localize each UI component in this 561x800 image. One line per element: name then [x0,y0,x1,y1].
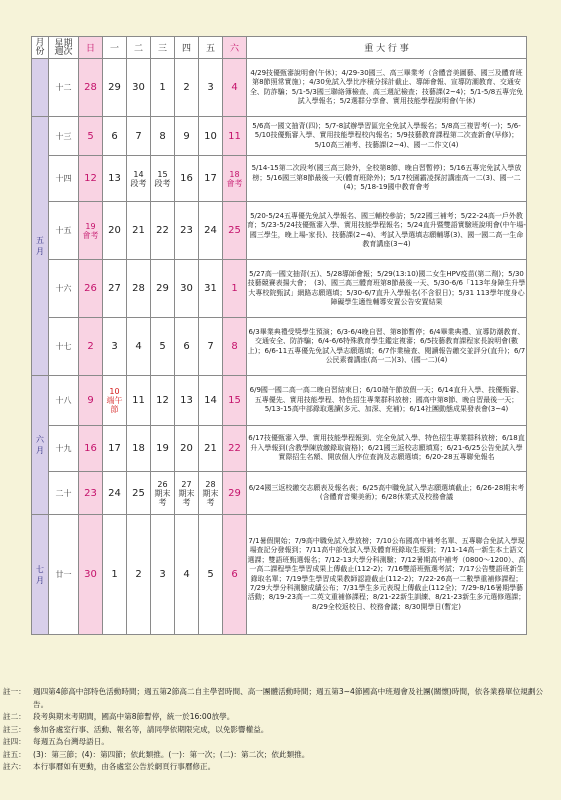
footnote [3,724,555,737]
week-events: 7/1暑假開始；7/9高中職免試入學放榜；7/10公布國高中補考名單、五專聯合免試入學現場查記分發報到；7/11高中部免試入學及體育班錄取生報到；7/11-14高一新生本土語文選課；雙語班甄選報名；7/12-13大學分科測驗；7/12暑期高中補考（0800～1200）、高一高二課程學生學習成果上傳截止(112-2)；7/16雙語班甄選考試；7/17公告雙語班新生錄取名單；7/19學生學習成果教師認證截止(112-2)；7/22-26高一二數學重補修課程；7/29大學分科測驗成績公布；7/31學生多元表現上傳截止(112全)；7/29-8/16暑期學藝活動；8/19-23高一二英文重補修課程；8/21-22新生訓練、8/21-23新生多元選修選課；8/29全校返校日、校務會議；8/30開學日(暫定) [247,515,527,635]
month-header [32,37,49,59]
day-cell-thu: 23 [175,202,199,260]
week-row [32,426,527,472]
day-cell-sat: 8 [223,318,247,376]
week-row [32,515,527,635]
day-cell-sat: 6 [223,515,247,635]
month-cell: 七 月 [32,515,49,635]
day-cell-wed: 26 期末 考 [151,472,175,515]
day-header-wed: 三 [151,37,175,59]
footnote-text: 每週五為台灣母語日。 [33,737,109,746]
day-cell-fri: 10 [199,117,223,156]
day-cell-tue: 18 [127,426,151,472]
week-number: 十九 [49,426,79,472]
day-cell-mon: 6 [103,117,127,156]
day-header-tue: 二 [127,37,151,59]
footnotes [3,686,555,774]
week-header-label: 星期 週次 [54,38,73,57]
events-header: 重 大 行 事 [247,37,527,59]
day-cell-sat: 22 [223,426,247,472]
week-number: 二十 [49,472,79,515]
week-events: 6/17技優甄審入學、實用技能學程報到、完全免試入學、特色招生專業群科放榜；6/18直升入學報到(含教學陳放繳錄取資格)；6/21國三返校志願填寫；6/21-6/25公告免試入學實際招生名額、開放個人序位查詢及志願選填；6/20-28五專聯免報名 [247,426,527,472]
week-number: 十四 [49,156,79,202]
day-cell-wed: 22 [151,202,175,260]
day-cell-mon: 10 端午 節 [103,376,127,426]
footnote [3,686,555,711]
day-cell-tue: 25 [127,472,151,515]
footnote-label: 註五： [3,749,26,759]
day-cell-fri: 5 [199,515,223,635]
footnote [3,711,555,724]
day-cell-sat: 18 會考 [223,156,247,202]
footnote [3,761,555,774]
week-number: 十七 [49,318,79,376]
day-cell-wed: 5 [151,318,175,376]
footnote-text: 本行事曆如有更動，由各處室公告於網頁行事曆修正。 [33,762,216,771]
day-cell-tue: 4 [127,318,151,376]
day-cell-thu: 20 [175,426,199,472]
week-number: 十二 [49,59,79,117]
day-cell-mon: 20 [103,202,127,260]
month-cell: 五 月 [32,117,49,376]
day-cell-fri: 3 [199,59,223,117]
day-cell-sun: 28 [79,59,103,117]
day-cell-sun: 30 [79,515,103,635]
footnote [3,749,555,762]
footnote [3,736,555,749]
day-cell-tue: 14 段考 [127,156,151,202]
day-cell-sat: 1 [223,260,247,318]
day-cell-fri: 24 [199,202,223,260]
school-calendar-table [31,36,527,635]
day-cell-wed: 12 [151,376,175,426]
day-cell-sun: 9 [79,376,103,426]
footnote-label: 註一： [3,687,26,696]
day-cell-thu: 2 [175,59,199,117]
day-cell-fri: 31 [199,260,223,318]
header-row [32,37,527,59]
day-cell-wed: 8 [151,117,175,156]
day-cell-tue: 7 [127,117,151,156]
day-cell-thu: 6 [175,318,199,376]
day-cell-wed: 1 [151,59,175,117]
day-cell-thu: 30 [175,260,199,318]
day-cell-tue: 21 [127,202,151,260]
day-cell-mon: 13 [103,156,127,202]
day-cell-sat: 25 [223,202,247,260]
day-cell-sat: 29 [223,472,247,515]
day-cell-mon: 1 [103,515,127,635]
day-header-sun: 日 [79,37,103,59]
day-cell-tue: 28 [127,260,151,318]
day-cell-thu: 9 [175,117,199,156]
day-cell-mon: 29 [103,59,127,117]
day-cell-wed: 29 [151,260,175,318]
day-header-fri: 五 [199,37,223,59]
week-events: 6/24國三返校繳交志願表及報名表；6/25高中職免試入學志願選填截止；6/26-28期末考(含體育音樂美術)；6/28休業式及校務會議 [247,472,527,515]
day-cell-thu: 4 [175,515,199,635]
week-events: 6/9國一國二高一高二晚自習結束日；6/10端午節放假一天；6/14直升入學、技優甄審、五專優先、實用技能學程、特色招生專業群科放榜；國高中第8節、晚自習最後一天；5/13-15高中部錄取選讀(多元、加深、充補)；6/14社團動態成果發表會(3~4) [247,376,527,426]
day-cell-mon: 17 [103,426,127,472]
day-header-thu: 四 [175,37,199,59]
day-cell-tue: 2 [127,515,151,635]
footnote-text: 段考與期末考期間，國高中第8節暫停，統一於16:00放學。 [33,712,235,721]
week-row [32,260,527,318]
week-number: 十三 [49,117,79,156]
week-number: 十五 [49,202,79,260]
week-events: 5/20-5/24五專優先免試入學報名、國三輔校參訪；5/22國三補考；5/22-24高一戶外教育；5/23-5/24技優甄審入學、實用技能學程報名；5/24直升暨雙語實驗班說明會(中午場-國三學生，晚上場-家長)、技藝課(2~4)、考試入學選填志願輔導(3)、國一國二高一生命教育講座(3~4) [247,202,527,260]
footnote-label: 註三： [3,724,26,734]
footnote-label: 註六： [3,762,26,771]
week-number: 廿一 [49,515,79,635]
day-cell-sun: 19 會考 [79,202,103,260]
day-cell-thu: 16 [175,156,199,202]
day-cell-fri: 14 [199,376,223,426]
week-events: 5/14-15第二次段考(國三高三除外，全校第8節、晚自習暫停)；5/16五專完免試入學放榜；5/16國三第8節最後一天(體育班除外)；5/17校園霸凌探討講座高一二(3)、國一二(4)；5/18-19國中教育會考 [247,156,527,202]
day-header-sat: 六 [223,37,247,59]
footnote-label: 註四： [3,737,26,746]
day-cell-sat: 15 [223,376,247,426]
week-events: 5/27高一國文抽背(五)、5/28導師會報；5/29(13:10)國二女生HPV疫苗(第二劑)；5/30技藝競賽表揚大會； (3)、國三高三體育班第8節最後一天、5/30-6/6「113年身障生升學大專校院甄試」網路志願選填；5/30-6/7直升入學報名(不含很日)；5/31 113學年度身心障礙學生適性輔導安置公告安置結果 [247,260,527,318]
day-cell-sun: 5 [79,117,103,156]
week-number: 十八 [49,376,79,426]
day-cell-fri: 21 [199,426,223,472]
month-cell [32,59,49,117]
footnote-text: (3)：第三節；(4)：第四節；依此類推。(一)：第一次；(二)：第二次；依此類推。 [33,749,310,759]
week-row [32,117,527,156]
day-cell-sun: 26 [79,260,103,318]
day-cell-thu: 13 [175,376,199,426]
footnote-label: 註二： [3,712,26,721]
month-header-label: 月份 [35,37,45,57]
day-cell-sun: 2 [79,318,103,376]
day-cell-sun: 12 [79,156,103,202]
day-cell-wed: 3 [151,515,175,635]
day-cell-tue: 30 [127,59,151,117]
month-cell: 六 月 [32,376,49,515]
day-cell-fri: 28 期末 考 [199,472,223,515]
day-cell-wed: 15 段考 [151,156,175,202]
week-row [32,472,527,515]
day-cell-sat: 4 [223,59,247,117]
day-header-mon: 一 [103,37,127,59]
week-header [49,37,79,59]
week-row [32,376,527,426]
week-row [32,318,527,376]
week-number: 十六 [49,260,79,318]
footnote-text: 參加各處室行事、活動、報名等，請同學依期限完成，以免影響權益。 [33,724,269,734]
day-cell-sun: 16 [79,426,103,472]
day-cell-wed: 19 [151,426,175,472]
day-cell-mon: 27 [103,260,127,318]
week-row [32,202,527,260]
footnote-text: 週四第4節高中部特色活動時間；週五第2節高二自主學習時間、高一團體活動時間；週五第3~4節國高中班週會及社團(關懷)時間，依各業務單位規劃公告。 [33,687,544,709]
week-events: 6/3畢業典禮受獎學生預演；6/3-6/4晚自習、第8節暫停；6/4畢業典禮、宣導防潮教育、交通安全、防詐騙；6/4-6/6特殊教育學生鑑定複審；6/5技藝教育課程家長說明會(數上)；6/6-11五專優先免試入學志願選填；6/7作業檢查、閱讀報告繳交並評分(直升)；6/7公民素養講座(高一二)(3)、(國一二)(4) [247,318,527,376]
day-cell-fri: 7 [199,318,223,376]
week-events: 4/29技優甄審說明會(午休)；4/29-30國三、高三畢業考（含體音美圖藝、國三及體育班第8節照常實施）；4/30免試入學比序積分採計截止、導師會報、宣導防潮教育、交通安全、防詐騙；5/1-5/3國三聯絡簿檢查、高三週記檢查；技藝課(2~4)；5/1-5/8五專完免試入學報名；5/2選群分享會、實用技能學程說明會(午休) [247,59,527,117]
day-cell-tue: 11 [127,376,151,426]
day-cell-mon: 3 [103,318,127,376]
week-row [32,156,527,202]
day-cell-fri: 17 [199,156,223,202]
day-cell-sat: 11 [223,117,247,156]
day-cell-thu: 27 期末 考 [175,472,199,515]
day-cell-sun: 23 [79,472,103,515]
week-row [32,59,527,117]
week-events: 5/6高一國文抽背(四)；5/7-8試辦學習區完全免試入學報名；5/8高三複習考(一)；5/6-5/10技優甄審入學、實用技能學程校內報名；5/9技藝教育課程第二次查新會(早修)；5/10高三補考、技藝課(2~4)、國一二作文(4) [247,117,527,156]
day-cell-mon: 24 [103,472,127,515]
